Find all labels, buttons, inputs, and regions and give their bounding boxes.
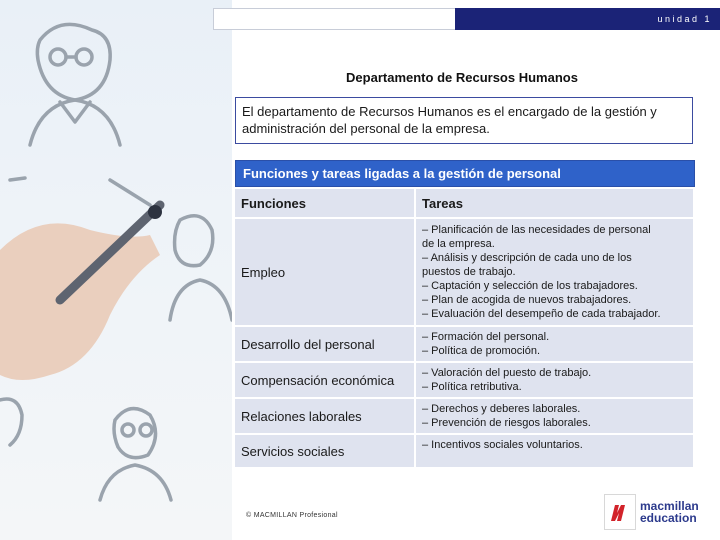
task-line: de la empresa.: [422, 238, 495, 250]
tasks-cell: [416, 363, 693, 397]
task-line: – Formación del personal.: [422, 331, 550, 343]
function-cell: Compensación económica: [235, 363, 414, 397]
function-cell: Servicios sociales: [235, 435, 414, 467]
function-cell: Empleo: [235, 219, 414, 325]
hr-illustration: [0, 0, 232, 540]
function-cell: Desarrollo del personal: [235, 327, 414, 361]
task-line: – Política retributiva.: [422, 381, 522, 393]
task-line: puestos de trabajo.: [422, 266, 516, 278]
table-row: [235, 219, 693, 325]
task-line: – Prevención de riesgos laborales.: [422, 417, 591, 429]
task-line: – Captación y selección de los trabajadores.: [422, 280, 638, 292]
table-row: [235, 399, 693, 433]
task-line: – Planificación de las necesidades de personal: [422, 224, 651, 236]
unit-label: unidad 1: [455, 8, 720, 30]
task-line: – Valoración del puesto de trabajo.: [422, 367, 592, 379]
function-cell: Relaciones laborales: [235, 399, 414, 433]
task-line: – Evaluación del desempeño de cada trabajador.: [422, 308, 661, 320]
task-line: – Derechos y deberes laborales.: [422, 403, 581, 415]
header-bar: [213, 8, 455, 30]
logo-line-1: macmillan: [640, 499, 699, 513]
task-line: – Plan de acogida de nuevos trabajadores.: [422, 294, 632, 306]
tasks-cell: [416, 219, 693, 325]
column-header-tasks: Tareas: [416, 189, 693, 217]
functions-table: [235, 160, 695, 469]
task-line: – Análisis y descripción de cada uno de los: [422, 252, 632, 264]
page-title: Departamento de Recursos Humanos: [346, 70, 578, 85]
tasks-cell: [416, 399, 693, 433]
table-row: [235, 363, 693, 397]
table-row: [235, 327, 693, 361]
task-line: – Incentivos sociales voluntarios.: [422, 439, 583, 451]
macmillan-logo: [604, 494, 699, 530]
copyright-text: © MACMILLAN Profesional: [246, 512, 338, 519]
column-header-functions: Funciones: [235, 189, 414, 217]
table-caption: Funciones y tareas ligadas a la gestión de personal: [235, 160, 695, 187]
table-row: [235, 435, 693, 467]
macmillan-logo-icon: [604, 494, 636, 530]
tasks-cell: [416, 435, 693, 467]
tasks-cell: [416, 327, 693, 361]
task-line: – Política de promoción.: [422, 345, 541, 357]
logo-line-2: education: [640, 511, 697, 525]
intro-text: El departamento de Recursos Humanos es el encargado de la gestión y administración del personal de la empresa.: [235, 97, 693, 144]
